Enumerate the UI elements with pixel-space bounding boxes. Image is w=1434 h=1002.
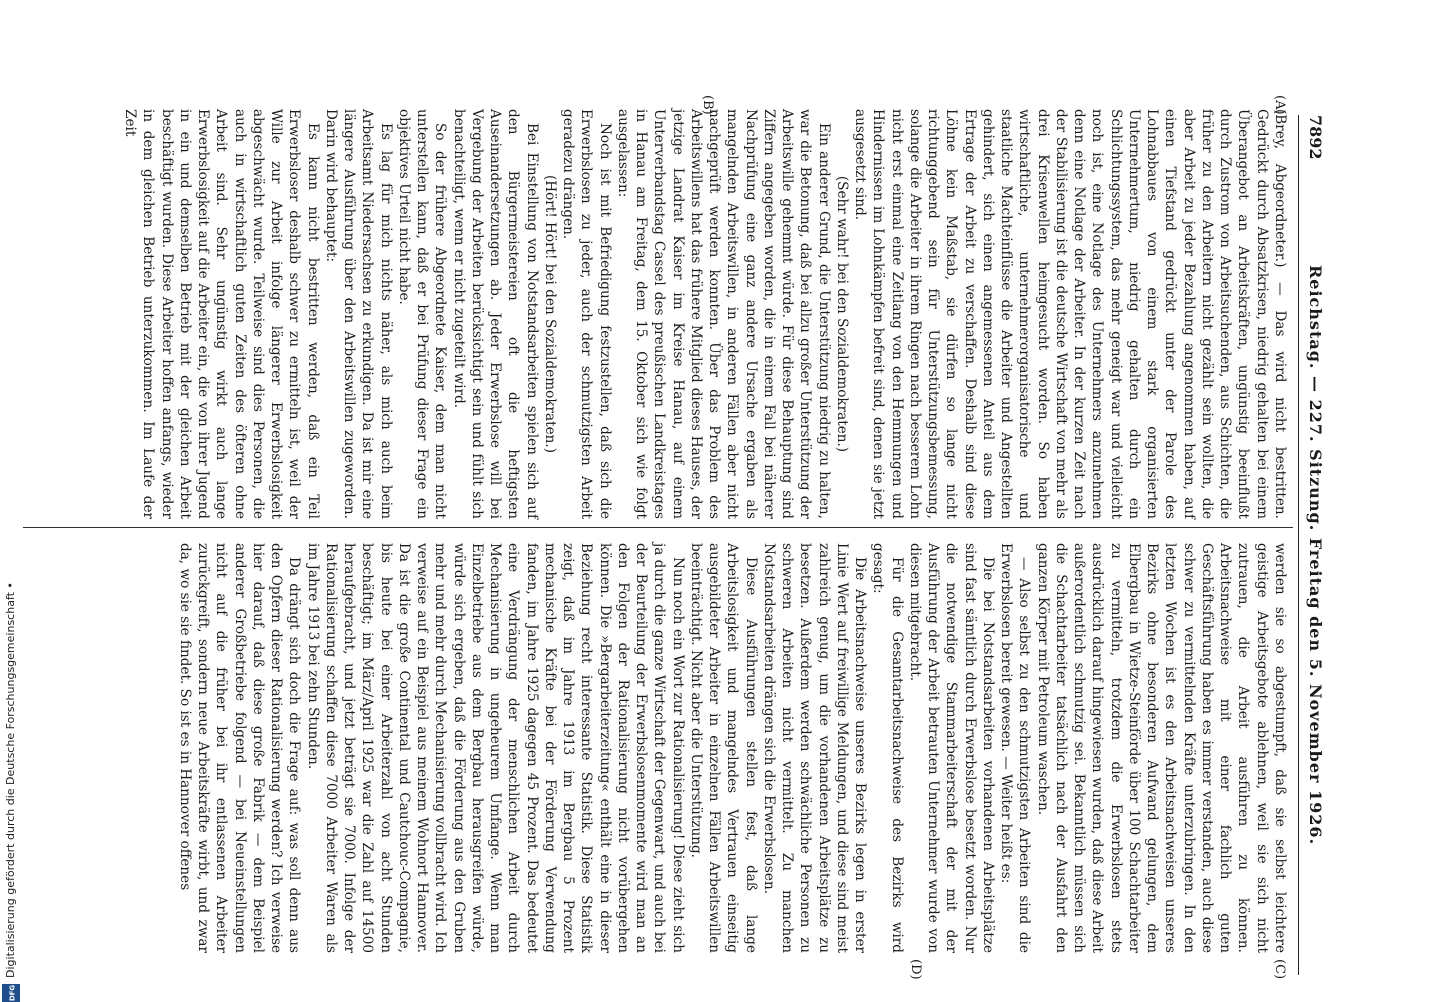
paragraph: Diese Ausführungen stellen fest, daß lange Arbeitslosigkeit und mangelndes Vertrauen einseitig ausgebildeter Arbeiter in einzelnen Fällen Arbeitswillen beeinträchtigt. Nicht aber die Unterstützung. xyxy=(688,543,759,953)
paragraph: Nun noch ein Wort zur Rationalisierung! Diese zieht sich ja durch die ganze Wirtschaft der Gegenwart, und auch bei der Beurteilung der Erwerbslosenmomente wird man an den Folgen der Rationalisierung nicht vorübergehen können. Die »Bergarbeiterzeitung« enthält eine in dieser Beziehung recht interessante Statistik. Diese Statistik zeigt, daß im Jahre 1913 im Bergbau 5 Prozent mechanische Kräfte bei der Förderung Verwendung fanden, im Jahre 1925 dagegen 45 Prozent. Das bedeutet eine Verdrängung der menschlichen Arbeit durch Mechanisierung in ungeheurem Umfange. Wenn man Einzelbetriebe aus dem Bergbau herausgreifen würde, würde sich ergeben, daß die Förderung aus den Gruben mehr und mehr durch Mechanisierung vollbracht wird. Ich verweise auf ein Beispiel aus meinem Wohnort Hannover. Da ist die große Continental und Cautchouc-Compagnie, bis heute bei einer Arbeiterzahl von acht Stunden beschäftigt; im März/April 1925 war die Zahl auf 14500 heraufgebracht, und jetzt beträgt sie 7000. Infolge der Rationalisierung schaffen diese 7000 Arbeiter Waren als im Jahre 1913 bei zehn Stunden. xyxy=(304,543,686,953)
left-column xyxy=(121,109,1289,519)
margin-mark-a: (A) xyxy=(1272,95,1287,115)
quote-paragraph: werden sie so abgestumpft, daß sie selbst leichtere geistige Arbeitsgebote ablehnen, weil sie sich nicht zutrauen, die Arbeit ausführen zu können. Arbeitsnachweise mit einer fachlich guten Geschäftsführung haben es immer verstanden, auch diese schwer zu vermittelnden Kräfte unterzubringen. In den letzten Wochen ist es den Arbeitsnachweisen unseres Bezirks ohne besonderen Aufwand gelungen, dem Elbergbau in Wietze-Steinförde über 100 Schachtarbeiter zu vermitteln, trotzdem die Erwerbslosen stets ausdrücklich darauf hingewiesen wurden, daß diese Arbeit außerordentlich schmutzig sei. Bekanntlich müssen sich die Schachtarbeiter tatsächlich nach der Ausfahrt den ganzen Körper mit Petroleum waschen. xyxy=(1034,543,1288,953)
quote-paragraph: Die Arbeitsnachweise unseres Bezirks legen in erster Linie Wert auf freiwillige Meldungen, und diese sind meist zahlreich genug, um die vorhandenen Arbeitsplätze zu besetzen. Außerdem werden schwächliche Personen zu schweren Arbeiten nicht vermittelt. Zu manchen Notstandsarbeiten drängen sich die Erwerbslosen. xyxy=(761,543,869,953)
quote-paragraph: Noch ist mit Befriedigung festzustellen, daß sich die Erwerbslosen zu jeder, auch der schmutzigsten Arbeit geradezu drängen. xyxy=(560,109,613,519)
dfg-logo-text: DFG xyxy=(8,984,17,1002)
interjection: (Hört! Hört! bei den Sozialdemokraten.) xyxy=(542,174,558,454)
digitization-note: Digitalisierung gefördert durch die Deutsche Forschungsgemeinschaft • xyxy=(4,582,17,978)
paragraph: — Also selbst zu den schmutzigsten Arbeiten sind die Erwerbslosen bereit gewesen. — Weiter heißt es: xyxy=(998,543,1033,953)
margin-mark-c: (C) xyxy=(1272,959,1287,980)
margin-mark-b: (B) xyxy=(700,95,715,115)
interjection: (Sehr wahr! bei den Sozialdemokraten.) xyxy=(834,175,850,453)
paragraph: Ein anderer Grund, die Unterstützung niedrig zu halten, war die Betonung, daß bei allzu großer Unterstützung der Arbeitswille gehemmt würde. Für diese Behauptung sind Ziffern angegeben worden, die in einem Fall bei näherer Nachprüfung eine ganz andere Ursache ergaben als mangelnden Arbeitswillen, in anderen Fällen aber nicht nachgeprüft werden konnten. Über das Problem des Arbeitswillens hat das frühere Mitglied dieses Hauses, der jetzige Landrat Kaiser im Kreise Hanau, auf einem Unterverbandstag Cassel des preußischen Landkreistages in Hanau am Freitag, dem 15. Oktober sich wie folgt ausgelassen: xyxy=(615,109,832,519)
digitization-footer xyxy=(0,0,22,1000)
page-header xyxy=(1299,115,1327,975)
paragraph: Es lag für mich nichts näher, als mich auch beim Arbeitsamt Niedersachsen zu erkundigen. Da ist mir eine längere Ausführung über den Arbeitswillen zugeworden. Darin wird behauptet: xyxy=(323,109,394,519)
paragraph: (Brey, Abgeordneter.) — Das wird nicht bestritten. Gedrückt durch Absatzkrisen, niedrig gehalten bei einem Überangebot an Arbeitskräften, ungünstig beeinflußt durch Zustrom von Arbeitsuchenden, aus Schichten, die früher zu den Arbeitern nicht gezählt sein wollten, die aber Arbeit zu jeder Bezahlung angenommen haben, auf einen Tiefstand gedrückt unter der Parole des Lohnabbaues von einem stark organisierten Unternehmertum, niedrig gehalten durch ein Schlichtungssystem, das mehr geneigt war und vielleicht noch ist, eine Notlage des Unternehmers anzunehmen denn eine Notlage der Arbeiter. In der kurzen Zeit nach der Stabilisierung ist die deutsche Wirtschaft von mehr als drei Krisenwellen heimgesucht worden. So haben wirtschaftliche, unternehmerorganisatorische und staatliche Machteinflüsse die Arbeiter und Angestellten gehindert, sich einen angemessenen Anteil aus dem Ertrage der Arbeit zu verschaffen. Deshalb sind diese Löhne kein Maßstab, sie dürfen so lange nicht richtunggebend sein für Unterstützungsbemessung, solange die Arbeiter in ihrem Ringen nach besserem Lohn nicht erst einmal eine Zeitlang von den Hemmungen und Hindernissen im Lohnkämpfen befreit sind, denen sie jetzt ausgesetzt sind. xyxy=(852,109,1288,519)
paragraph: Für die Gesamtarbeitsnachweise des Bezirks wird gesagt: xyxy=(870,543,905,953)
paragraph: So der frühere Abgeordnete Kaiser, dem man nicht unterstellen kann, daß er bei Prüfung dieser Frage ein objektives Urteil nicht habe. xyxy=(396,109,449,519)
page-number: 7892 xyxy=(1306,115,1325,160)
quote-paragraph: Es kann nicht bestritten werden, daß ein Teil Erwerbsloser deshalb schwer zu ermitteln ist, weil der Wille zur Arbeit infolge längerer Erwerbslosigkeit abgeschwächt wurde. Teilweise sind dies Personen, die auch in wirtschaftlich guten Zeiten des öfteren ohne Arbeit sind. Sehr ungünstig wirkt auch lange Erwerbslosigkeit auf die Arbeiter ein, die von ihrer Jugend in ein und demselben Betrieb mit der gleichen Arbeit beschäftigt wurden. Diese Arbeiter hoffen anfangs, wieder in dem gleichen Betrieb unterzukommen. Im Laufe der Zeit xyxy=(122,109,321,519)
paragraph: Da drängt sich doch die Frage auf: was soll denn aus den Opfern dieser Rationalisierung werden? Ich verweise hier darauf, daß diese große Fabrik — dem Beispiel anderer Großbetriebe folgend — bei Neueinstellungen nicht auf die früher bei ihr entlassenen Arbeiter zurückgreift, sondern neue Arbeitskräfte wirbt, und zwar da, wo sie sie findet. So ist es in Hannover offenes xyxy=(177,543,303,953)
quote-paragraph: Bei Einstellung von Notstandsarbeiten spielen sich auf den Bürgermeistereien oft die heftigsten Auseinandersetzungen ab. Jeder Erwerbslose will bei Vergebung der Arbeiten berücksichtigt sein und fühlt sich benachteiligt, wenn er nicht zugeteilt wird. xyxy=(450,109,540,519)
margin-mark-d: (D) xyxy=(908,959,923,980)
quote-paragraph: Die bei Notstandsarbeiten vorhandenen Arbeitsplätze sind fast sämtlich durch Erwerbslose besetzt worden. Nur die notwendige Stammarbeiterschaft der mit der Ausführung der Arbeit betrauten Unternehmer wurde von diesen mitgebracht. xyxy=(907,543,996,953)
header-rule xyxy=(1298,115,1299,975)
right-column xyxy=(176,543,1289,953)
dfg-logo-icon xyxy=(2,984,20,1002)
rotated-page xyxy=(17,95,1327,980)
column-divider xyxy=(23,527,1293,528)
running-title: Reichstag. — 227. Sitzung. Freitag den 5. November 1926. xyxy=(1306,265,1325,846)
